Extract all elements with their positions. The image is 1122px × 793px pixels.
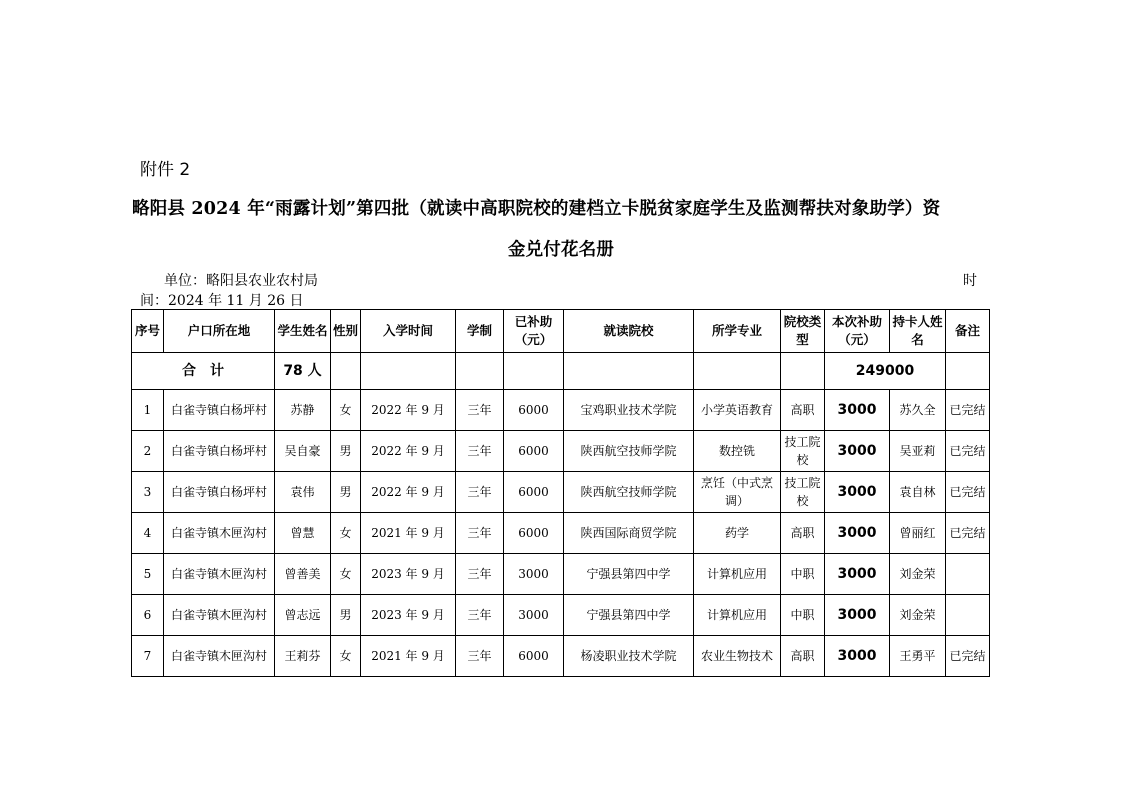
cell-duration: 三年	[456, 636, 504, 677]
cell-household: 白雀寺镇白杨坪村	[164, 390, 275, 431]
total-amount: 249000	[825, 353, 946, 390]
total-row	[132, 353, 990, 390]
header-subsidized: 已补助（元）	[504, 310, 564, 353]
cell-enroll: 2021 年 9 月	[361, 513, 456, 554]
roster-table	[131, 309, 990, 677]
cell-cardholder: 刘金荣	[890, 595, 946, 636]
cell-enroll: 2022 年 9 月	[361, 472, 456, 513]
cell-current: 3000	[825, 513, 890, 554]
cell-subsidized: 6000	[504, 472, 564, 513]
cell-subsidized: 3000	[504, 595, 564, 636]
cell-current: 3000	[825, 390, 890, 431]
cell-remark	[946, 595, 990, 636]
cell-school-type: 高职	[781, 390, 825, 431]
cell-school: 杨凌职业技术学院	[564, 636, 694, 677]
header-cardholder: 持卡人姓名	[890, 310, 946, 353]
cell-remark: 已完结	[946, 513, 990, 554]
header-remark: 备注	[946, 310, 990, 353]
cell-seq: 6	[132, 595, 164, 636]
cell-student: 曾善美	[275, 554, 331, 595]
cell-student: 曾慧	[275, 513, 331, 554]
cell-school: 宁强县第四中学	[564, 595, 694, 636]
header-seq: 序号	[132, 310, 164, 353]
cell-gender: 男	[331, 431, 361, 472]
table-row	[132, 636, 990, 677]
header-enroll: 入学时间	[361, 310, 456, 353]
cell-gender: 女	[331, 636, 361, 677]
header-student: 学生姓名	[275, 310, 331, 353]
cell-school-type: 技工院校	[781, 431, 825, 472]
cell-duration: 三年	[456, 595, 504, 636]
cell-duration: 三年	[456, 513, 504, 554]
cell-household: 白雀寺镇白杨坪村	[164, 472, 275, 513]
total-label: 合 计	[132, 353, 275, 390]
cell-cardholder: 袁自林	[890, 472, 946, 513]
cell-household: 白雀寺镇木匣沟村	[164, 513, 275, 554]
cell-duration: 三年	[456, 431, 504, 472]
cell-seq: 4	[132, 513, 164, 554]
cell-cardholder: 刘金荣	[890, 554, 946, 595]
cell-current: 3000	[825, 636, 890, 677]
cell-school-type: 中职	[781, 554, 825, 595]
cell-household: 白雀寺镇木匣沟村	[164, 595, 275, 636]
cell-seq: 2	[132, 431, 164, 472]
cell-gender: 男	[331, 472, 361, 513]
cell-remark: 已完结	[946, 431, 990, 472]
cell-enroll: 2022 年 9 月	[361, 390, 456, 431]
cell-enroll: 2021 年 9 月	[361, 636, 456, 677]
cell-current: 3000	[825, 431, 890, 472]
cell-household: 白雀寺镇白杨坪村	[164, 431, 275, 472]
cell-gender: 女	[331, 390, 361, 431]
cell-cardholder: 吴亚莉	[890, 431, 946, 472]
cell-major: 药学	[694, 513, 781, 554]
cell-current: 3000	[825, 472, 890, 513]
cell-student: 王莉芬	[275, 636, 331, 677]
cell-cardholder: 苏久全	[890, 390, 946, 431]
cell-gender: 男	[331, 595, 361, 636]
header-gender: 性别	[331, 310, 361, 353]
cell-enroll: 2023 年 9 月	[361, 595, 456, 636]
cell-subsidized: 3000	[504, 554, 564, 595]
cell-gender: 女	[331, 513, 361, 554]
cell-seq: 1	[132, 390, 164, 431]
cell-cardholder: 王勇平	[890, 636, 946, 677]
attachment-label: 附件 2	[140, 160, 191, 180]
cell-subsidized: 6000	[504, 636, 564, 677]
cell-subsidized: 6000	[504, 431, 564, 472]
cell-seq: 5	[132, 554, 164, 595]
cell-school-type: 高职	[781, 513, 825, 554]
table-row	[132, 513, 990, 554]
cell-remark: 已完结	[946, 636, 990, 677]
cell-student: 吴自豪	[275, 431, 331, 472]
cell-household: 白雀寺镇木匣沟村	[164, 636, 275, 677]
cell-enroll: 2023 年 9 月	[361, 554, 456, 595]
cell-school: 宁强县第四中学	[564, 554, 694, 595]
cell-enroll: 2022 年 9 月	[361, 431, 456, 472]
cell-duration: 三年	[456, 554, 504, 595]
time-label: 时	[963, 273, 977, 289]
document-title-line-2: 金兑付花名册	[507, 240, 615, 260]
total-people: 78 人	[275, 353, 331, 390]
header-duration: 学制	[456, 310, 504, 353]
cell-household: 白雀寺镇木匣沟村	[164, 554, 275, 595]
cell-gender: 女	[331, 554, 361, 595]
cell-duration: 三年	[456, 472, 504, 513]
table-row	[132, 390, 990, 431]
cell-duration: 三年	[456, 390, 504, 431]
cell-remark	[946, 554, 990, 595]
unit-text: 单位：略阳县农业农村局	[164, 273, 318, 289]
cell-school-type: 高职	[781, 636, 825, 677]
time-text: 间：2024 年 11 月 26 日	[140, 293, 304, 309]
cell-remark: 已完结	[946, 472, 990, 513]
cell-student: 苏静	[275, 390, 331, 431]
cell-school: 陕西航空技师学院	[564, 472, 694, 513]
cell-school: 陕西航空技师学院	[564, 431, 694, 472]
header-household: 户口所在地	[164, 310, 275, 353]
cell-major: 计算机应用	[694, 595, 781, 636]
header-current: 本次补助（元）	[825, 310, 890, 353]
cell-seq: 3	[132, 472, 164, 513]
cell-cardholder: 曾丽红	[890, 513, 946, 554]
cell-subsidized: 6000	[504, 513, 564, 554]
cell-school-type: 技工院校	[781, 472, 825, 513]
header-row	[132, 310, 990, 353]
header-school-type: 院校类型	[781, 310, 825, 353]
cell-major: 烹饪（中式烹调）	[694, 472, 781, 513]
cell-subsidized: 6000	[504, 390, 564, 431]
cell-major: 计算机应用	[694, 554, 781, 595]
header-major: 所学专业	[694, 310, 781, 353]
table-row	[132, 554, 990, 595]
cell-student: 袁伟	[275, 472, 331, 513]
cell-seq: 7	[132, 636, 164, 677]
cell-school: 宝鸡职业技术学院	[564, 390, 694, 431]
cell-major: 小学英语教育	[694, 390, 781, 431]
cell-school: 陕西国际商贸学院	[564, 513, 694, 554]
table-row	[132, 431, 990, 472]
cell-school-type: 中职	[781, 595, 825, 636]
table-row	[132, 472, 990, 513]
cell-current: 3000	[825, 554, 890, 595]
cell-major: 数控铣	[694, 431, 781, 472]
header-school: 就读院校	[564, 310, 694, 353]
cell-student: 曾志远	[275, 595, 331, 636]
cell-current: 3000	[825, 595, 890, 636]
cell-remark: 已完结	[946, 390, 990, 431]
table-row	[132, 595, 990, 636]
cell-major: 农业生物技术	[694, 636, 781, 677]
document-title-line-1: 略阳县 2024 年“雨露计划”第四批（就读中高职院校的建档立卡脱贫家庭学生及监测帮扶对象助学）资	[132, 199, 941, 219]
